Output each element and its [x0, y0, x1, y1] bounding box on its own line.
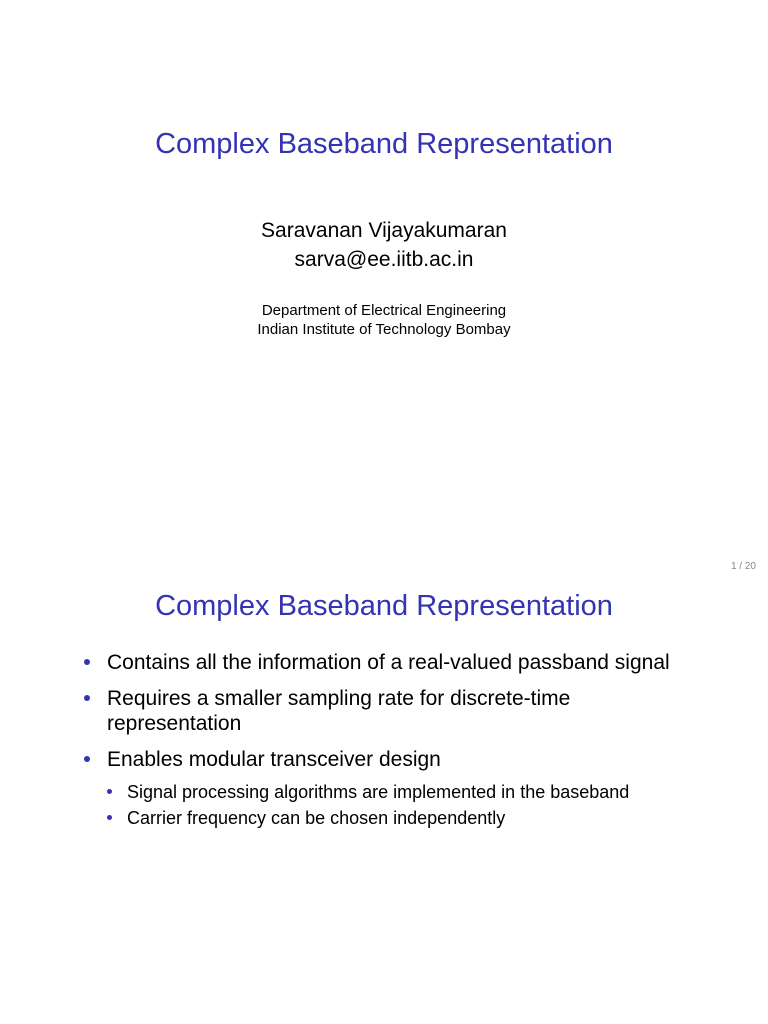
- slide-content: [0, 580, 768, 1024]
- bullet-item: [84, 686, 704, 736]
- sub-bullet-text: Carrier frequency can be chosen independently: [127, 808, 506, 828]
- author-name: Saravanan Vijayakumaran: [261, 219, 507, 242]
- sub-bullet-item: [107, 806, 704, 830]
- sub-bullet-text: Signal processing algorithms are implemented in the baseband: [127, 782, 630, 802]
- bullet-text: Requires a smaller sampling rate for discrete-time representation: [107, 687, 571, 735]
- bullet-item: [84, 747, 704, 830]
- author-email: sarva@ee.iitb.ac.in: [294, 248, 474, 271]
- slide-content-heading: Complex Baseband Representation: [155, 590, 613, 622]
- bullet-text: Enables modular transceiver design: [107, 748, 441, 771]
- sub-bullet-list: [107, 780, 704, 830]
- bullet-dot-icon: [84, 695, 90, 701]
- bullet-item: [84, 650, 704, 675]
- sub-bullet-dot-icon: [107, 815, 112, 820]
- bullet-list: [84, 650, 704, 841]
- bullet-dot-icon: [84, 756, 90, 762]
- page-number: 1 / 20: [730, 561, 756, 572]
- bullet-dot-icon: [84, 659, 90, 665]
- sub-bullet-dot-icon: [107, 789, 112, 794]
- institute: Indian Institute of Technology Bombay: [257, 321, 511, 338]
- department: Department of Electrical Engineering: [261, 302, 507, 319]
- bullet-text: Contains all the information of a real-valued passband signal: [107, 651, 670, 674]
- sub-bullet-item: [107, 780, 704, 804]
- slide-title-heading: Complex Baseband Representation: [155, 128, 613, 160]
